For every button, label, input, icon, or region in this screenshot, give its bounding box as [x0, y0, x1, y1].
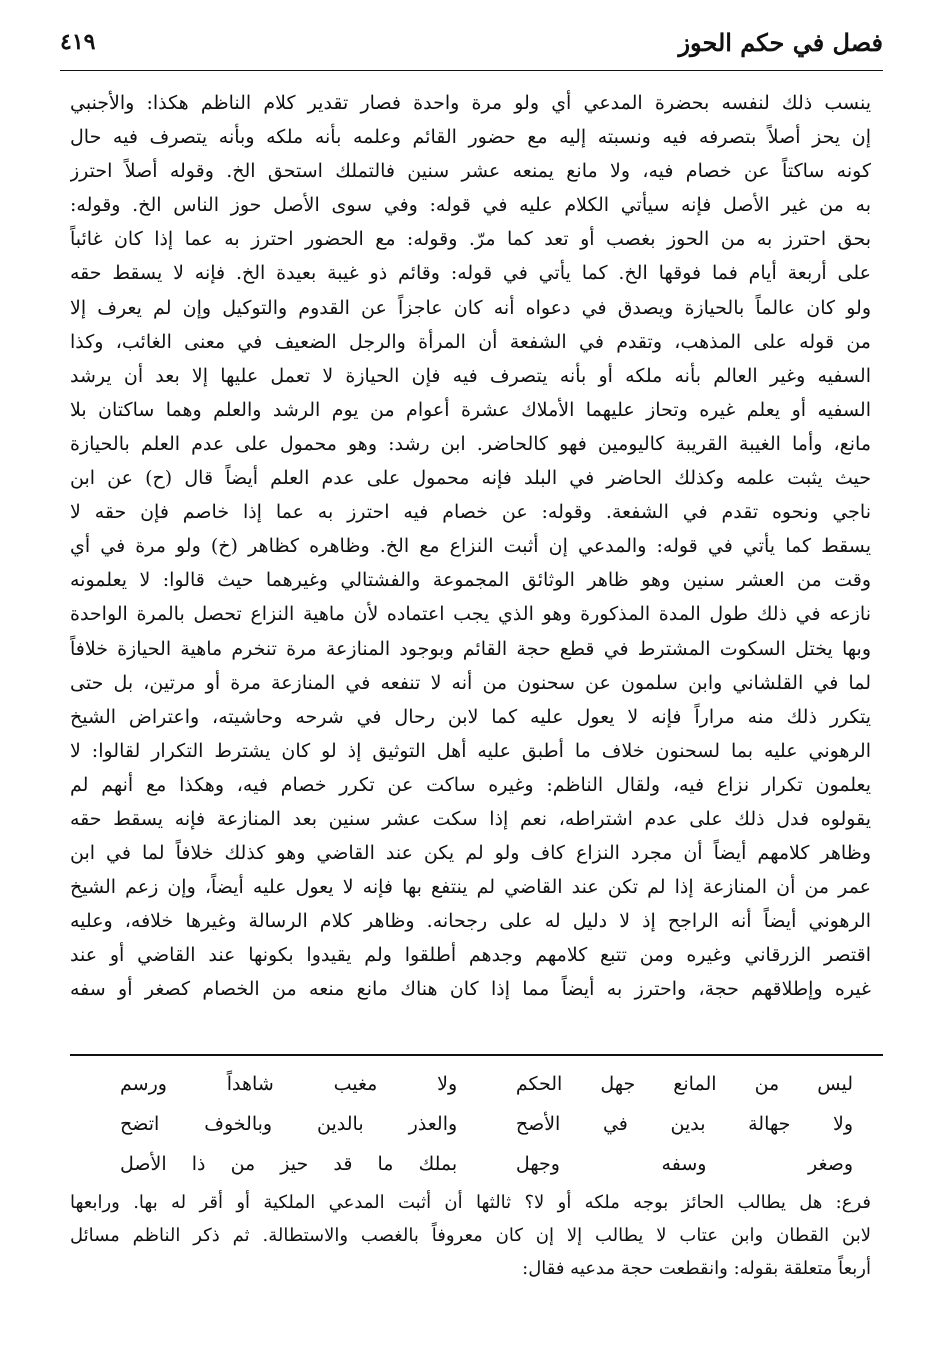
verse-line — [120, 1104, 853, 1144]
text-line: إن يحز أصلاً بتصرفه فيه ونسبته إليه مع حضور القائم وعلمه بأنه ملكه وبأنه يتصرف فيه حال — [70, 126, 871, 149]
text-line: وبها يختل السكوت المشترط في قطع حجة القائم وبوجود المنازعة مرة تنخرم ماهية الحيازة خلافاً — [70, 637, 871, 660]
text-line: ينسب ذلك لنفسه بحضرة المدعي أي ولو مرة واحدة فصار تقدير كلام الناظم هكذا: والأجنبي — [70, 92, 871, 114]
text-line: نازعه في ذلك طول المدة المذكورة وهو الذي يجب اعتماده لأن ماهية النزاع تحصل بالمرة الواحدة — [70, 603, 871, 626]
text-line: لما في القلشاني وابن سلمون عن سحنون من أنه لا تنفعه في المنازعة مرة أو مرتين، بل حتى — [70, 671, 871, 694]
text-line: يقولوه فدل ذلك على عدم اشتراطه، نعم إذا سكت عشر سنين بعد المنازعة فإنه يسقط حقه — [70, 807, 871, 830]
verse-first-half: ليس من المانع جهل الحكم — [515, 1073, 853, 1095]
text-line: السفيه وغير العالم بأنه ملكه أو بأنه يتصرف فيه فإن الحيازة لا تعمل عليها إلا بعد أن يرشد — [70, 364, 871, 387]
text-line: على أربعة أيام فما فوقها الخ. كما يأتي في قوله: وقائم ذو غيبة بعيدة الخ. فإنه لا يسقط حقه — [70, 262, 871, 285]
text-line: بحق احترز به من الحوز بغصب أو تعد كما مرّ. وقوله: مع الحضور احترز به عما إذا كان غائباً — [70, 228, 871, 251]
text-line: الرهوني عليه بما لسحنون خلاف ما أطبق عليه أهل التوثيق إذ لو كان يشترط التكرار لقالوا: لا — [70, 739, 871, 762]
verse-line — [120, 1144, 853, 1184]
text-line: حيث يثبت علمه وكذلك الحاضر في البلد فإنه محمول على عدم العلم أيضاً قال (ح) عن ابن — [70, 467, 871, 490]
chapter-title: فصل في حكم الحوز — [678, 27, 883, 57]
page-header — [60, 22, 883, 62]
footnote-line: أربعاً متعلقة بقوله: وانقطعت حجة مدعيه فقال: — [522, 1258, 871, 1279]
text-line: يتكرر ذلك منه مراراً فإنه لا يعول عليه كما لابن رحال في شرحه وحاشيته، واعتراض الشيخ — [70, 705, 871, 728]
verse-first-half: ولا جهالة بدين في الأصح — [515, 1113, 853, 1135]
text-line: يسقط كما يأتي في قوله: والمدعي إن أثبت النزاع مع الخ. وظاهره كظاهر (خ) ولو مرة في أي — [70, 535, 871, 558]
text-line: وقت من العشر سنين وهو ظاهر الوثائق المجموعة والفشتالي وغيرهما حيث قالوا: لا يعلمونه — [70, 569, 871, 592]
text-line: ناجي ونحوه تقدم في الشفعة. وقوله: عن خصام فيه احترز به عما إذا خاصم فإن حقه لا — [70, 501, 871, 524]
footnote-line: لابن القطان وابن عتاب لا يطالب إلا إن كان معروفاً بالغصب والاستطالة. ثم ذكر الناظم مسائل — [70, 1225, 871, 1246]
text-line: يعلمون تكرار نزاع فيه، ولقال الناظم: وغيره ساكت عن تكرر خصام فيه، وهكذا مع أنهم لم — [70, 773, 871, 796]
verse-first-half: وصغر وسفه وجهل — [515, 1153, 853, 1175]
header-divider — [60, 70, 883, 71]
text-line: وظاهر كلامهم أيضاً أن مجرد النزاع كاف ولو لم يكن عند القاضي وهو كذلك خلافاً لما في ابن — [70, 842, 871, 865]
footnote-line: فرع: هل يطالب الحائز بوجه ملكه أو لا؟ ثالثها أن أثبت المدعي الملكية أو أقر له بها. ورابعها — [70, 1192, 871, 1213]
text-line: به من غير الأصل فإنه سيأتي الكلام عليه في قوله: وفي سوى الأصل حوز الناس الخ. وقوله: — [70, 194, 871, 217]
text-line: الرهوني أيضاً أنه الراجح إذ لا دليل له على رجحانه. وظاهر كلام الرسالة وغيرها خلافه، وعليه — [70, 910, 871, 933]
footnote-divider — [70, 1054, 883, 1056]
verse-second-half: والعذر بالدين وبالخوف اتضح — [120, 1113, 458, 1135]
verse-second-half: ولا مغيب شاهداً ورسم — [120, 1073, 458, 1095]
main-text — [70, 86, 871, 1007]
text-line: غيره وإطلاقهم حجة، واحترز به أيضاً مما إذا كان هناك مانع منعه من الخصام كصغر أو سفه — [70, 978, 871, 1001]
text-line: السفيه أو يعلم غيره وتحاز عليهما الأملاك عشرة أعوام من يوم الرشد والعلم وهما ساكتان بلا — [70, 398, 871, 421]
verse-line — [120, 1064, 853, 1104]
text-line: ولو كان عالماً بالحيازة ويصدق في دعواه أنه كان عاجزاً عن القدوم والتوكيل وإن لم يعرف إلا — [70, 296, 871, 319]
verse-second-half: بملك ما قد حيز من ذا الأصل — [120, 1153, 458, 1175]
text-line: كونه ساكتاً عن خصام فيه، ولا مانع يمنعه عشر سنين فالتملك استحق الخ. وقوله أصلاً احترز — [70, 160, 871, 183]
footnote-text — [70, 1186, 871, 1285]
text-line: من قوله على المذهب، وتقدم في الشفعة أن المرأة والرجل الضعيف في معنى الغائب، وكذا — [70, 330, 871, 353]
text-line: اقتصر الزرقاني وغيره ومن تتبع كلامهم وجدهم أطلقوا ولم يقيدوا بكونها عند القاضي أو عند — [70, 944, 871, 967]
page-number: ٤١٩ — [60, 29, 96, 55]
text-line: عمر من أن المنازعة إذا لم تكن عند القاضي لم ينتفع بها فإنه لا يعول عليه أيضاً، وإن زعم الشيخ — [70, 876, 871, 899]
text-line: مانع، وأما الغيبة القريبة كاليومين فهو كالحاضر. ابن رشد: وهو محمول على عدم العلم بالحيازة — [70, 432, 871, 455]
poem-verses — [120, 1064, 853, 1184]
